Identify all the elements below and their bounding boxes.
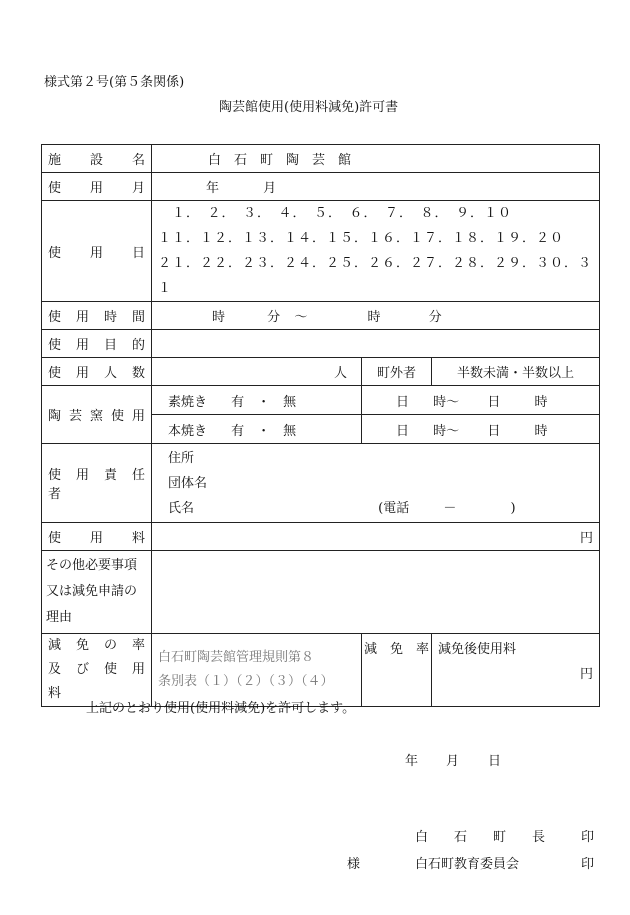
- other-label: [42, 551, 152, 634]
- row-responsible: [42, 444, 600, 523]
- row-people: [42, 358, 600, 386]
- reduction-rate-field[interactable]: [362, 634, 432, 707]
- outside-residents-label: 町外者: [362, 358, 432, 386]
- facility-value: 白 石 町 陶 芸 館: [152, 145, 600, 173]
- day-line-1: １． ２． ３． ４． ５． ６． ７． ８． ９．１０: [172, 206, 513, 221]
- row-fee: [42, 523, 600, 551]
- month-year-text: 年: [206, 181, 220, 196]
- reduced-fee-unit: 円: [580, 667, 594, 682]
- outside-ratio-options[interactable]: 半数未満・半数以上: [432, 358, 600, 386]
- glaze-from: 時～: [433, 423, 460, 439]
- other-field[interactable]: [152, 551, 600, 634]
- responsible-phone-close: ): [510, 500, 516, 516]
- time-hour-2: 時: [367, 310, 381, 325]
- bisque-name: 素焼き: [168, 394, 208, 410]
- glaze-to: 時: [534, 423, 548, 439]
- permit-statement: 上記のとおり使用(使用料減免)を許可します。: [86, 701, 356, 716]
- board-seal: 印: [581, 857, 595, 872]
- other-label-line-3: 理由: [46, 610, 73, 625]
- fee-unit: 円: [580, 531, 594, 546]
- responsible-phone-dash: －: [443, 500, 457, 516]
- glaze-options: 有 ・ 無: [231, 423, 297, 439]
- responsible-address: 住所: [168, 450, 195, 466]
- glaze-schedule-field[interactable]: [362, 415, 600, 444]
- facility-label: 施 設 名: [42, 145, 152, 173]
- day-line-3: ２１．２２．２３．２４．２５．２６．２７．２８．２９．３０．３１: [158, 256, 593, 296]
- row-purpose: [42, 330, 600, 358]
- reduction-label-line-1: 減 免 の 率: [48, 638, 145, 653]
- bisque-options: 有 ・ 無: [231, 394, 297, 410]
- reduction-rule-line-2: 条別表（１）（２）（３）（４）: [158, 674, 334, 689]
- reduction-rule-line-1: 白石町陶芸館管理規則第８: [158, 650, 315, 665]
- date-month: 月: [446, 754, 460, 769]
- recipient-honorific: 様: [347, 857, 361, 872]
- permit-form-table: [41, 144, 600, 707]
- time-field[interactable]: [152, 302, 600, 330]
- row-month: [42, 173, 600, 201]
- people-unit: 人: [333, 366, 347, 381]
- other-label-line-2: 又は減免申請の: [46, 584, 138, 599]
- glaze-name: 本焼き: [168, 423, 208, 439]
- bisque-field[interactable]: [152, 386, 362, 415]
- day-label: 使 用 日: [42, 201, 152, 302]
- date-year: 年: [405, 754, 419, 769]
- mayor-title: 白 石 町 長: [415, 830, 546, 845]
- date-day: 日: [488, 754, 502, 769]
- month-month-text: 月: [263, 181, 277, 196]
- bisque-day-2: 日: [487, 394, 501, 410]
- row-time: [42, 302, 600, 330]
- time-tilde: ～: [294, 310, 308, 325]
- people-label: 使 用 人 数: [42, 358, 152, 386]
- row-other: [42, 551, 600, 634]
- glaze-field[interactable]: [152, 415, 362, 444]
- reduction-label: [42, 634, 159, 707]
- glaze-day-2: 日: [487, 423, 501, 439]
- time-minute-1: 分: [267, 310, 281, 325]
- responsible-name-line: [168, 496, 599, 521]
- fee-label: 使 用 料: [42, 523, 152, 551]
- reduced-fee-field[interactable]: [432, 634, 600, 707]
- row-day: [42, 201, 600, 302]
- responsible-group: 団体名: [168, 475, 208, 491]
- mayor-seal: 印: [581, 830, 595, 845]
- reduction-rate-label: 減 免 率: [363, 642, 429, 657]
- bisque-from: 時～: [433, 394, 460, 410]
- reduction-rule: [152, 634, 362, 707]
- kiln-label: 陶 芸 窯 使 用: [42, 386, 152, 444]
- responsible-name: 氏名: [168, 500, 195, 516]
- bisque-schedule-field[interactable]: [362, 386, 600, 415]
- bisque-day-1: 日: [396, 394, 410, 410]
- reduced-fee-label: 減免後使用料: [438, 642, 517, 657]
- other-label-line-1: その他必要事項: [46, 558, 138, 573]
- month-label: 使 用 月: [42, 173, 152, 201]
- responsible-field[interactable]: [152, 444, 600, 523]
- purpose-field[interactable]: [152, 330, 600, 358]
- document-title: 陶芸館使用(使用料減免)許可書: [219, 100, 399, 115]
- day-field[interactable]: [152, 201, 600, 302]
- bisque-to: 時: [534, 394, 548, 410]
- row-facility: [42, 145, 600, 173]
- glaze-day-1: 日: [396, 423, 410, 439]
- responsible-phone: (電話: [378, 500, 410, 516]
- month-field[interactable]: [152, 173, 600, 201]
- time-hour-1: 時: [212, 310, 226, 325]
- time-label: 使 用 時 間: [42, 302, 152, 330]
- board-of-education: 白石町教育委員会: [415, 857, 520, 872]
- responsible-label: 使 用 責 任 者: [42, 444, 152, 523]
- day-line-2: １１．１２．１３．１４．１５．１６．１７．１８．１９．２０: [158, 231, 565, 246]
- people-count-field[interactable]: [152, 358, 362, 386]
- reduction-label-line-2: 及 び 使 用 料: [48, 662, 159, 701]
- row-reduction: [42, 634, 600, 707]
- fee-field[interactable]: [152, 523, 600, 551]
- row-kiln-bisque: [42, 386, 600, 415]
- time-minute-2: 分: [428, 310, 442, 325]
- purpose-label: 使 用 目 的: [42, 330, 152, 358]
- form-number: 様式第２号(第５条関係): [44, 75, 185, 90]
